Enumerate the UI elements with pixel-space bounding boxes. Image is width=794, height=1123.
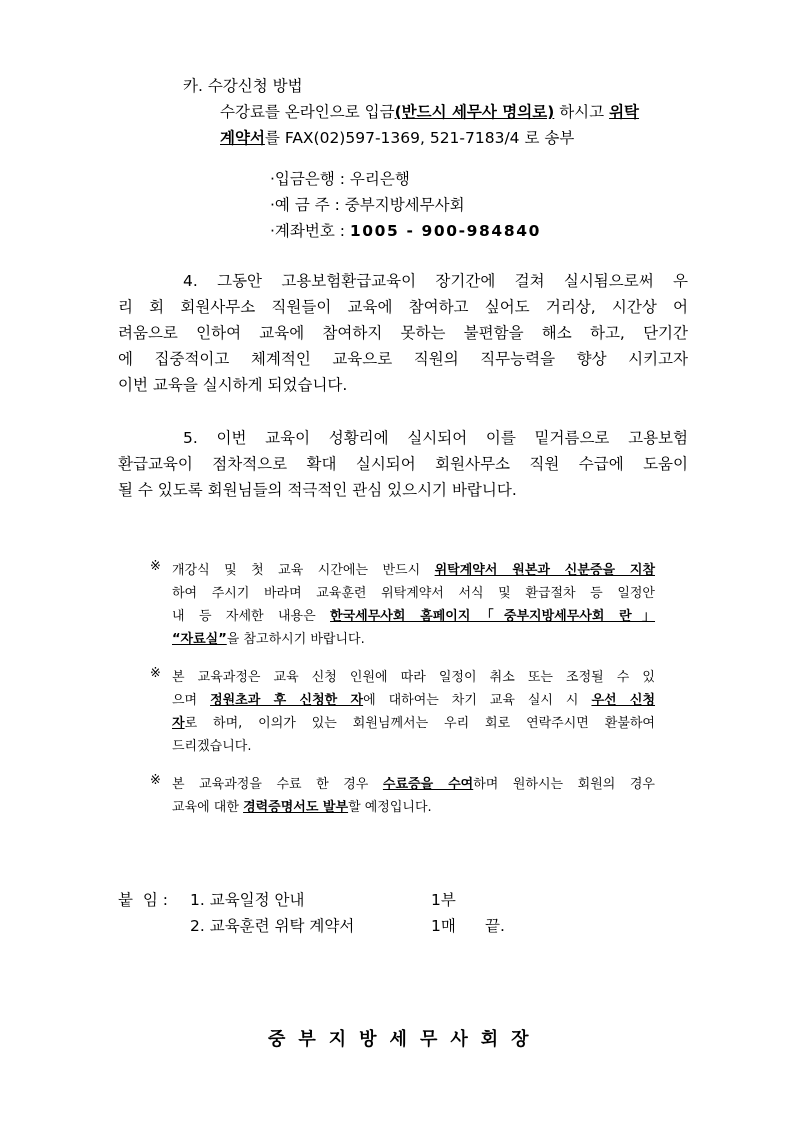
note-text: 개강식 및 첫 교육 시간에는 반드시 [172, 563, 435, 578]
note-emphasis: 자 [172, 716, 185, 731]
note-emphasis: 우선 신청 [591, 693, 656, 708]
note-emphasis: 수료증을 수여 [382, 777, 474, 792]
method-text: 수강료를 온라인으로 입금 [220, 103, 395, 121]
note-text: 교육에 대한 [172, 800, 244, 815]
note-3-line [172, 773, 655, 792]
note-emphasis: “자료실” [172, 632, 227, 647]
note-1-line [172, 559, 655, 578]
paragraph-5-line: 환급교육이 점차적으로 확대 실시되어 회원사무소 직원 수급에 도움이 [118, 455, 688, 473]
signature: 중부지방세무사회장 [268, 1029, 542, 1050]
note-2-line: 본 교육과정은 교육 신청 인원에 따라 일정이 취소 또는 조정될 수 있 [172, 670, 655, 685]
account-holder-line: ·예 금 주 : 중부지방세무사회 [270, 196, 465, 214]
account-label: ·계좌번호 : [270, 222, 350, 240]
account-number-line [270, 219, 541, 241]
note-emphasis: 위탁계약서 원본과 신분증을 지참 [434, 563, 655, 578]
attachment-quantity: 1매 [431, 917, 456, 935]
note-text: 하며 원하시는 회원의 경우 [473, 777, 655, 792]
note-text: 에 대하여는 차기 교육 실시 시 [363, 693, 592, 708]
attachments-label: 붙 임 : [118, 891, 168, 909]
method-text: 하시고 [554, 103, 610, 121]
note-mark: ※ [150, 666, 161, 681]
paragraph-4-line: 이번 교육을 실시하게 되었습니다. [118, 376, 348, 394]
attachment-item: 2. 교육훈련 위탁 계약서 [190, 917, 355, 935]
note-2-line [172, 712, 655, 731]
note-text: 내 등 자세한 내용은 [172, 609, 331, 624]
bank-line: ·입금은행 : 우리은행 [270, 170, 410, 188]
note-2-line: 드리겠습니다. [172, 739, 252, 754]
note-mark: ※ [150, 559, 161, 574]
note-emphasis: 경력증명서도 발부 [243, 800, 349, 815]
note-text: 을 참고하시기 바랍니다. [226, 632, 365, 647]
attachment-quantity: 1부 [431, 891, 456, 909]
note-mark: ※ [150, 773, 161, 788]
method-emphasis: (반드시 세무사 명의로) [394, 103, 555, 121]
note-emphasis: 한국세무사회 홈페이지「중부지방세무사회 란」 [330, 609, 656, 624]
paragraph-4-line: 에 집중적이고 체계적인 교육으로 직원의 직무능력을 향상 시키고자 [118, 350, 688, 368]
method-line-2 [220, 126, 574, 148]
paragraph-5-line: 될 수 있도록 회원님들의 적극적인 관심 있으시기 바랍니다. [118, 481, 517, 499]
note-1-line [172, 628, 365, 647]
paragraph-5-line: 5. 이번 교육이 성황리에 실시되어 이를 밑거름으로 고용보험 [183, 429, 688, 447]
note-1-line [172, 605, 655, 624]
note-2-line [172, 689, 655, 708]
method-line-1 [220, 100, 639, 122]
method-emphasis: 위탁 [609, 103, 640, 121]
note-3-line [172, 796, 432, 815]
attachment-item: 1. 교육일정 안내 [190, 891, 305, 909]
note-1-line: 하여 주시기 바라며 교육훈련 위탁계약서 서식 및 환급절차 등 일정안 [172, 586, 655, 601]
end-mark: 끝. [485, 917, 505, 935]
paragraph-4-line: 리 회 회원사무소 직원들이 교육에 참여하고 싶어도 거리상, 시간상 어 [118, 298, 688, 316]
section-heading: 카. 수강신청 방법 [183, 77, 303, 95]
note-text: 본 교육과정을 수료 한 경우 [172, 777, 383, 792]
note-text: 로 하며, 이의가 있는 회원님께서는 우리 회로 연락주시면 환불하여 [184, 716, 655, 731]
note-text: 할 예정입니다. [348, 800, 432, 815]
paragraph-4-line: 려움으로 인하여 교육에 참여하지 못하는 불편함을 해소 하고, 단기간 [118, 324, 688, 342]
method-emphasis: 계약서 [220, 129, 265, 147]
method-text: 를 FAX(02)597-1369, 521-7183/4 로 송부 [264, 129, 575, 147]
note-text: 으며 [172, 693, 211, 708]
paragraph-4-line: 4. 그동안 고용보험환급교육이 장기간에 걸쳐 실시됨으로써 우 [183, 272, 688, 290]
note-emphasis: 정원초과 후 신청한 자 [210, 693, 364, 708]
account-number: 1005 - 900-984840 [349, 222, 541, 240]
